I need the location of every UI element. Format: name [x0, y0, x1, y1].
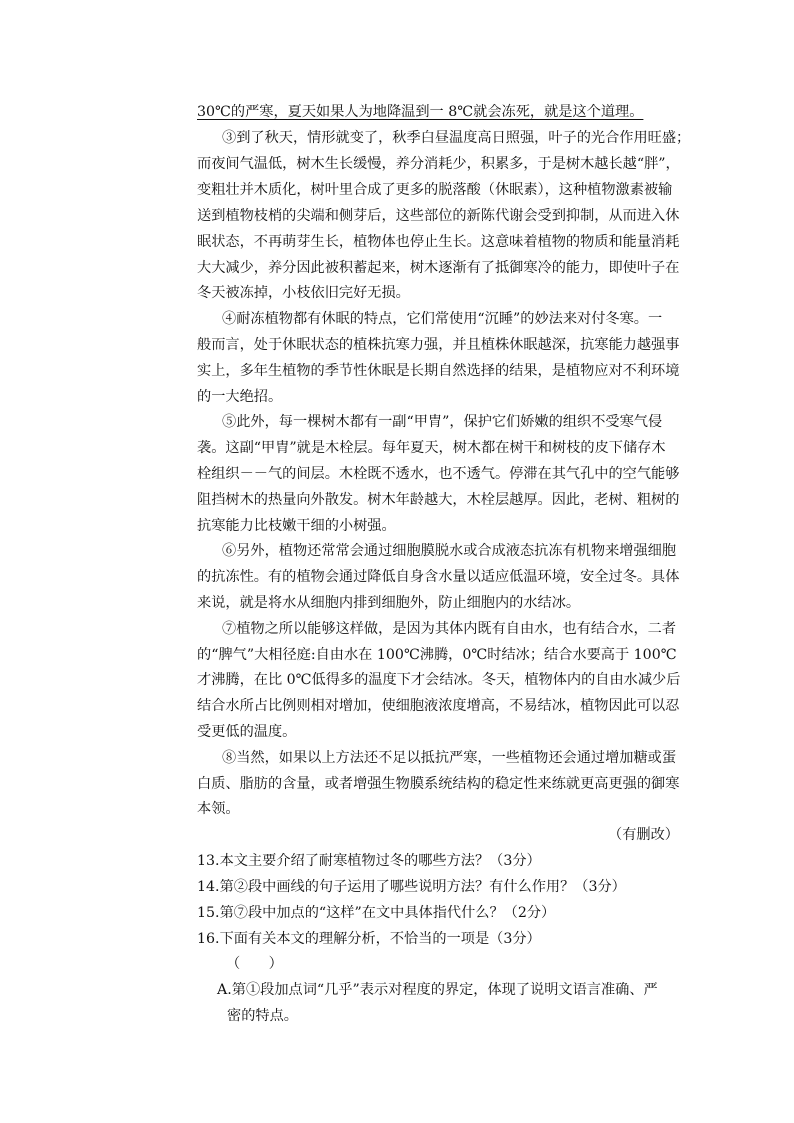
paragraph-5-line: 阻挡树木的热量向外散发。树木年龄越大，木栓层越厚。因此，老树、粗树的	[197, 492, 680, 508]
paragraph-7-line: ⑦植物之所以能够这样做，是因为其体内既有自由水，也有结合水，二者	[222, 621, 677, 637]
paragraph-3-line: 大大减少，养分因此被积蓄起来，树木逐渐有了抵御寒冷的能力，即使叶子在	[197, 260, 680, 276]
question-15: 15.第⑦段中加点的“这样”在文中具体指代什么？（2分）	[197, 905, 556, 921]
paragraph-5-line: 抗寒能力比枝嫩干细的小树强。	[197, 518, 396, 534]
paragraph-6-line: 来说，就是将水从细胞内排到细胞外，防止细胞内的水结冰。	[197, 595, 581, 611]
source-note: （有删改）	[608, 827, 679, 843]
option-a-line: A.第①段加点词“几乎”表示对程度的界定，体现了说明文语言准确、严	[217, 982, 658, 998]
paragraph-7-line: 的“脾气”大相径庭:自由水在 100℃沸腾，0℃时结冰；结合水要高于 100℃	[197, 647, 677, 663]
paragraph-3-line: ③到了秋天，情形就变了，秋季白昼温度高日照强，叶子的光合作用旺盛；	[222, 130, 691, 146]
paragraph-3-line: 眠状态，不再萌芽生长，植物体也停止生长。这意味着植物的物质和能量消耗	[197, 234, 680, 250]
paragraph-5-line: 栓组织－－气的间层。木栓既不透水，也不透气。停滞在其气孔中的空气能够	[197, 466, 680, 482]
paragraph-3-line: 变粗壮并木质化，树叶里合成了更多的脱落酸（休眠素），这种植物激素被输	[197, 182, 673, 198]
paragraph-7-line: 受更低的温度。	[197, 724, 297, 740]
paragraph-3-line: 送到植物枝梢的尖端和侧芽后，这些部位的新陈代谢会受到抑制，从而进入休	[197, 208, 680, 224]
question-16: 16.下面有关本文的理解分析，不恰当的一项是（3分）	[197, 931, 541, 947]
paragraph-3-line: 冬天被冻掉，小枝依旧完好无损。	[197, 285, 410, 301]
paragraph-6-line: ⑥另外，植物还常常会通过细胞膜脱水或合成液态抗冻有机物来增强细胞	[222, 543, 677, 559]
paragraph-3-line: 而夜间气温低，树木生长缓慢，养分消耗少，积累多，于是树木越长越“胖”，	[197, 156, 680, 172]
option-a-line: 密的特点。	[227, 1008, 298, 1024]
underlined-sentence: 30℃的严寒，夏天如果人为地降温到一 8℃就会冻死，就是这个道理。	[197, 104, 644, 120]
paragraph-6-line: 的抗冻性。有的植物会通过降低自身含水量以适应低温环境，安全过冬。具体	[197, 569, 680, 585]
paragraph-8-line: 白质、脂肪的含量，或者增强生物膜系统结构的稳定性来练就更高更强的御寒	[197, 776, 680, 792]
paragraph-4-line: ④耐冻植物都有休眠的特点，它们常使用“沉睡”的妙法来对付冬寒。一	[222, 311, 663, 327]
paragraph-8-line: 本领。	[197, 801, 240, 817]
question-14: 14.第②段中画线的句子运用了哪些说明方法？有什么作用？（3分）	[197, 879, 626, 895]
paragraph-8-line: ⑧当然，如果以上方法还不足以抵抗严寒，一些植物还会通过增加糖或蛋	[222, 750, 677, 766]
paragraph-4-line: 的一大绝招。	[197, 389, 283, 405]
paragraph-5-line: ⑤此外，每一棵树木都有一副“甲胄”，保护它们娇嫩的组织不受寒气侵	[222, 414, 663, 430]
question-13: 13.本文主要介绍了耐寒植物过冬的哪些方法？（3分）	[197, 853, 541, 869]
paragraph-7-line: 才沸腾，在比 0℃低得多的温度下才会结冰。冬天，植物体内的自由水减少后	[197, 672, 681, 688]
paragraph-4-line: 般而言，处于休眠状态的植株抗寒力强，并且植株休眠越深，抗寒能力越强事	[197, 337, 680, 353]
paragraph-4-line: 实上，多年生植物的季节性休眠是长期自然选择的结果，是植物应对不利环境	[197, 363, 680, 379]
answer-blank: （ ）	[226, 956, 283, 972]
paragraph-7-line: 结合水所占比例则相对增加，使细胞液浓度增高，不易结冰，植物因此可以忍	[197, 698, 680, 714]
paragraph-5-line: 袭。这副“甲胄”就是木栓层。每年夏天，树木都在树干和树枝的皮下储存木	[197, 440, 666, 456]
